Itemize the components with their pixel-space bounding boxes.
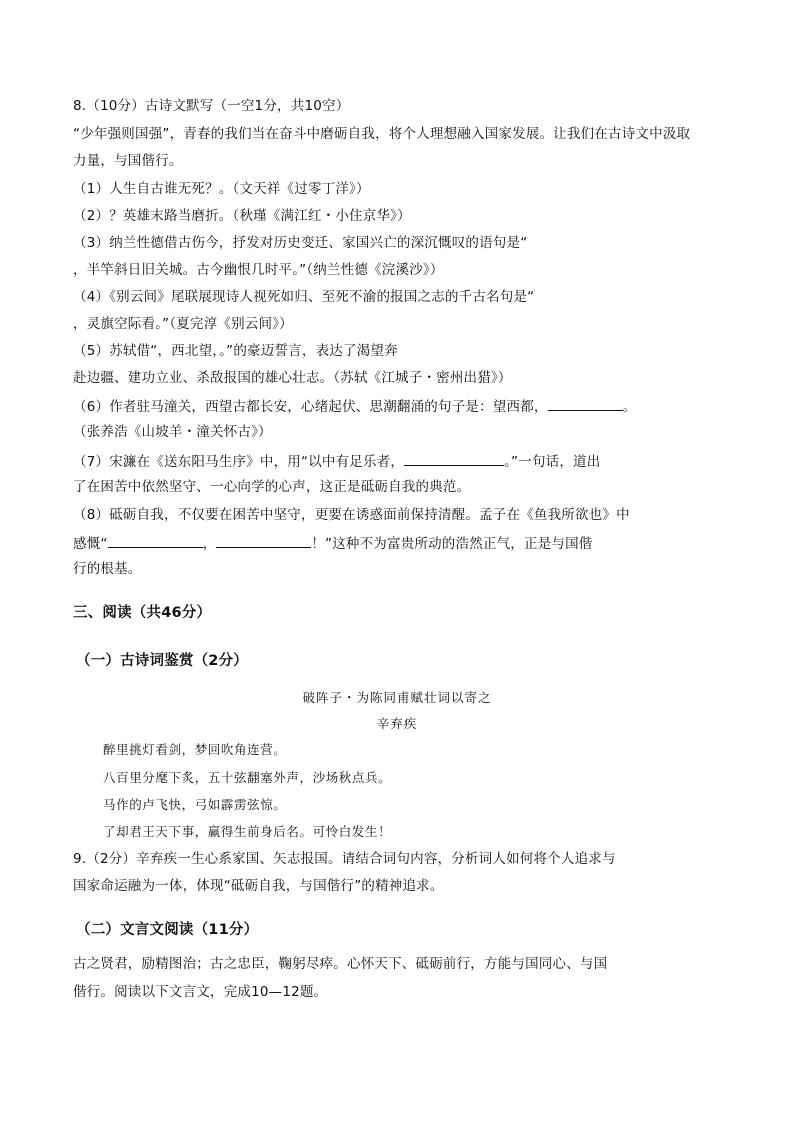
question-8-item-8-line-2 <box>73 533 593 553</box>
question-8-item-7-line-2: 了在困苦中依然坚守、一心向学的心声，这正是砥砺自我的典范。 <box>73 479 471 495</box>
question-9-line-2: 国家命运融为一体，体现“砥砺自我，与国偕行”的精神追求。 <box>73 878 444 894</box>
question-8-item-3-line-2: ，半竿斜日旧关城。古今幽恨几时平。”（纳兰性德《浣溪沙》） <box>73 262 444 278</box>
question-8-item-4-line-1: （4）《别云间》尾联展现诗人视死如归、至死不渝的报国之志的千古名句是“ <box>73 289 535 305</box>
question-8-item-1: （1）人生自古谁无死？。（文天祥《过零丁洋》） <box>73 181 370 197</box>
item-6-end: 。 <box>622 399 637 415</box>
part-2-intro-line-2: 偕行。阅读以下文言文，完成10—12题。 <box>73 984 328 1000</box>
item-6-text: （6）作者驻马潼关，西望古都长安，心绪起伏、思潮翻涌的句子是：望西都， <box>73 399 548 415</box>
item-8-text-end: ！”这种不为富贵所动的浩然正气，正是与国偕 <box>311 536 593 552</box>
question-8-item-6-line-2: （张养浩《山坡羊・潼关怀古》） <box>73 424 272 440</box>
section-3-heading: 三、阅读（共46分） <box>73 605 212 621</box>
question-8-item-5-line-2: 赴边疆、建功立业、杀敌报国的雄心壮志。（苏轼《江城子・密州出猎》） <box>73 370 512 386</box>
question-8-intro-line-2: 力量，与国偕行。 <box>73 153 183 169</box>
part-2-heading: （二）文言文阅读（11分） <box>76 922 259 938</box>
item-7-end: 。”一句话，道出 <box>504 454 601 470</box>
part-2-intro-line-1: 古之贤君，励精图治；古之忠臣，鞠躬尽瘁。心怀天下、砥砺前行，方能与国同心、与国 <box>73 956 608 972</box>
item-7-text: （7）宋濂在《送东阳马生序》中，用“以中有足乐者， <box>73 454 405 470</box>
poem-line: 醉里挑灯看剑，梦回吹角连营。 <box>103 742 287 757</box>
poem-line: 八百里分麾下炙，五十弦翻塞外声，沙场秋点兵。 <box>103 770 392 785</box>
poem-author: 辛弃疾 <box>376 716 418 731</box>
question-8-item-2: （2）？英雄末路当磨折。（秋瑾《满江红・小住京华》） <box>73 208 411 224</box>
question-8-item-3-line-1: （3）纳兰性德借古伤今，抒发对历史变迁、家国兴亡的深沉慨叹的语句是“ <box>73 235 528 251</box>
poem-line: 马作的卢飞快，弓如霹雳弦惊。 <box>103 797 287 812</box>
question-8-item-8-line-3: 行的根基。 <box>73 561 142 577</box>
question-8-item-5-line-1: （5）苏轼借“，西北望，。”的豪迈誓言，表达了渴望奔 <box>73 343 398 359</box>
item-8-text-start: 感慨“ <box>73 536 108 552</box>
answer-blank[interactable] <box>108 533 203 548</box>
question-8-intro-line-1: “少年强则国强”，青春的我们当在奋斗中磨砺自我，将个人理想融入国家发展。让我们在古诗文中汲取 <box>73 126 691 142</box>
question-8-item-4-line-2: ，灵旗空际看。”（夏完淳《别云间》） <box>73 316 293 332</box>
question-8-item-8-line-1: （8）砥砺自我，不仅要在困苦中坚守，更要在诱惑面前保持清醒。孟子在《鱼我所欲也》中 <box>73 507 630 523</box>
poem-title: 破阵子・为陈同甫赋壮词以寄之 <box>302 690 492 705</box>
poem-line: 了却君王天下事，赢得生前身后名。可怜白发生！ <box>103 824 392 839</box>
item-8-comma: ， <box>202 536 217 552</box>
question-8-item-7-line-1 <box>73 451 600 471</box>
answer-blank[interactable] <box>404 451 504 466</box>
part-1-heading: （一）古诗词鉴赏（2分） <box>76 653 248 669</box>
answer-blank[interactable] <box>216 533 311 548</box>
question-9-line-1: 9.（2分）辛弃疾一生心系家国、矢志报国。请结合词句内容，分析词人如何将个人追求与 <box>73 851 616 867</box>
question-8-heading: 8.（10分）古诗文默写（一空1分，共10空） <box>73 98 350 114</box>
answer-blank[interactable] <box>548 396 623 411</box>
question-8-item-6-line-1 <box>73 396 636 416</box>
